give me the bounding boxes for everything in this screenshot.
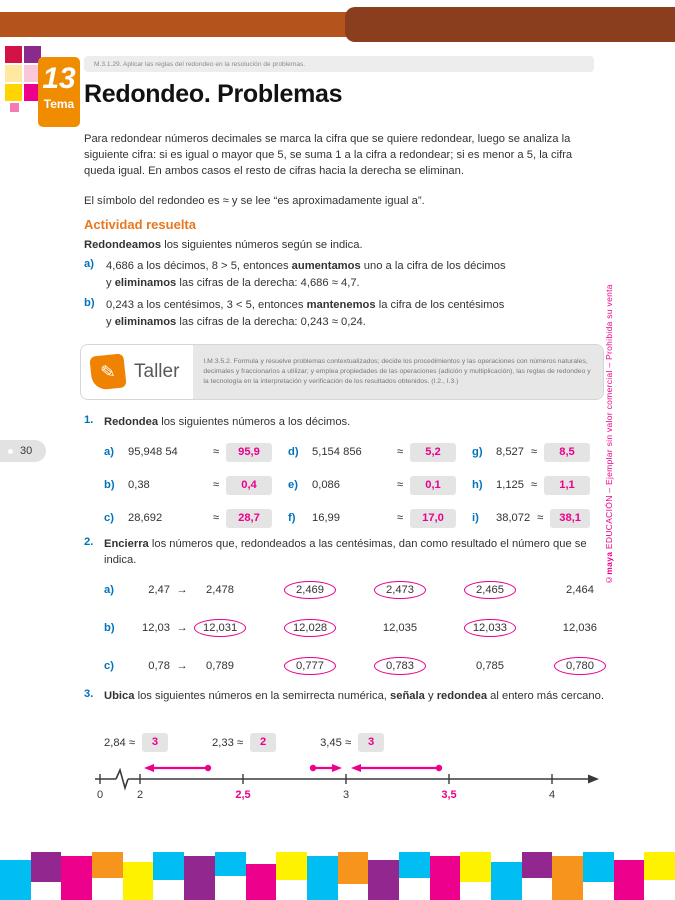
answer-expression: 2,84 ≈: [104, 736, 136, 749]
option-value: 12,036: [562, 622, 597, 634]
arrow-symbol: →: [176, 584, 188, 596]
item-text: [106, 258, 606, 292]
ex1-item-h: [472, 475, 606, 495]
prompt-rest: y: [424, 690, 437, 702]
option-value: 2,469: [284, 581, 336, 599]
intro-paragraph: Para redondear números decimales se marca la cifra que se quiere redondear, luego se analiza la siguiente cifra: si es igual o mayor que 5, se suma 1 a la cifra a redondear; si es menor a 5, la cifra queda igual. En ambos casos el resto de cifras hacia la derecha se eliminan.: [84, 133, 573, 178]
option-value: 0,780: [554, 657, 606, 675]
ex1-item-e: [288, 475, 472, 495]
item-text-segment: 4,686 a los décimos, 8 > 5, entonces: [106, 260, 292, 272]
answer-box: 28,7: [226, 509, 272, 528]
mosaic-square: [10, 103, 19, 112]
exercise3-answers: [104, 733, 384, 752]
ex3-answer: [212, 733, 276, 752]
answer-expression: 2,33 ≈: [212, 736, 244, 749]
prompt-bold: Encierra: [104, 538, 149, 550]
item-label: b): [104, 622, 115, 634]
item-value: 28,692: [128, 512, 163, 524]
option-value: 2,473: [374, 581, 426, 599]
rounding-arrow-233-to-2: [144, 764, 211, 772]
top-band-dark: [345, 7, 675, 42]
item-text-bold: eliminamos: [114, 315, 177, 328]
approx-symbol: ≈: [537, 512, 544, 524]
ex2-row-a: [104, 578, 606, 602]
taller-header: [81, 345, 193, 399]
tick-label: 2: [136, 789, 144, 801]
item-text-bold: eliminamos: [114, 276, 177, 289]
approx-symbol: ≈: [530, 479, 538, 491]
option-value: 12,031: [194, 619, 246, 637]
axis-arrowhead: [588, 775, 599, 784]
arrow-symbol: →: [176, 622, 188, 634]
standard-code-text: M.3.1.29. Aplicar las reglas del redondeo en la resolución de problemas.: [94, 60, 306, 68]
option-value: 0,783: [374, 657, 426, 675]
copyright-symbol: ©: [604, 574, 614, 585]
page-number-tab: [0, 440, 46, 462]
prompt-rest: los siguientes números a los décimos.: [158, 416, 351, 428]
exercise3-prompt: [104, 688, 608, 704]
item-label: e): [288, 479, 298, 491]
actividad-heading: Actividad resuelta: [84, 217, 196, 232]
ex1-item-g: [472, 442, 606, 462]
tema-number: 13: [42, 62, 76, 95]
actividad-item-a: [84, 258, 606, 292]
arrow-symbol: →: [176, 660, 188, 672]
symbol-paragraph: El símbolo del redondeo es ≈ y se lee “es aproximadamente igual a”.: [84, 195, 425, 207]
answer-box: 3: [358, 733, 384, 752]
item-text-segment: uno a la cifra de los décimos: [360, 260, 506, 272]
mosaic-square: [5, 84, 22, 101]
answer-box: 0,1: [410, 476, 456, 495]
answer-box: 17,0: [410, 509, 456, 528]
item-value: 16,99: [312, 512, 340, 524]
exercise1-header: [84, 414, 608, 430]
answer-expression: 3,45 ≈: [320, 736, 352, 749]
actividad-lead: [84, 239, 363, 251]
exercise1-number: 1.: [84, 414, 94, 426]
option-value: 12,035: [382, 622, 418, 634]
standard-code-bar: [84, 56, 594, 72]
item-text-segment: y: [106, 276, 115, 289]
item-text: [106, 297, 606, 331]
page-tab-dot-icon: [8, 449, 13, 454]
ex1-item-c: [104, 508, 288, 528]
item-value: 8,527: [496, 446, 524, 458]
footer-block: [276, 852, 307, 880]
option-value: 12,028: [284, 619, 336, 637]
approx-symbol: ≈: [396, 479, 404, 491]
item-value: 0,086: [312, 479, 340, 491]
prompt-rest: los números que, redondeados a las centésimas, dan como resultado el número que se indica.: [104, 538, 587, 567]
option-value: 2,464: [566, 584, 594, 596]
answer-box: 0,4: [226, 476, 272, 495]
mosaic-square: [5, 46, 22, 63]
target-value: 0,78: [148, 660, 170, 672]
footer-block: [184, 856, 215, 900]
actividad-item-b: [84, 297, 606, 331]
exercise2-prompt: [104, 536, 608, 568]
footer-block: [31, 852, 62, 882]
approx-symbol: ≈: [212, 512, 220, 524]
item-text-segment: y: [106, 315, 115, 328]
footer-block: [644, 852, 675, 880]
option-value: 12,033: [464, 619, 516, 637]
item-text-bold: aumentamos: [291, 260, 361, 272]
item-label: f): [288, 512, 296, 524]
prompt-bold: redondea: [436, 690, 488, 702]
ex2-row-b: [104, 616, 606, 640]
prompt-bold: Ubica: [104, 690, 135, 702]
exercise3-number: 3.: [84, 688, 94, 700]
ex1-item-i: [472, 508, 606, 528]
exercise1-grid: [104, 442, 606, 528]
ex2-row-c: [104, 654, 606, 678]
page-title: Redondeo. Problemas: [84, 80, 343, 108]
prompt-bold: Redondea: [104, 416, 159, 428]
option-value: 0,785: [476, 660, 504, 672]
tick-label: 3: [342, 789, 350, 801]
footer-block: [338, 852, 369, 884]
footer-block: [153, 852, 184, 880]
exercise1-prompt: [104, 414, 608, 430]
tick-label: 4: [548, 789, 556, 801]
rounding-arrow-345-to-3: [351, 764, 442, 772]
answer-box: 95,9: [226, 443, 272, 462]
item-value: 1,125: [496, 479, 524, 491]
item-value: 38,072: [496, 512, 531, 524]
footer-block: [430, 856, 461, 900]
footer-block: [552, 856, 583, 900]
footer-block: [583, 852, 614, 882]
ex3-answer: [104, 733, 168, 752]
footer-block: [522, 852, 553, 878]
ex3-answer: [320, 733, 384, 752]
prompt-rest: al entero más cercano.: [487, 690, 604, 702]
exercise2-header: [84, 536, 608, 568]
prompt-rest: los siguientes números en la semirrecta numérica,: [134, 690, 391, 702]
taller-standard-panel: [193, 345, 603, 399]
copyright-text: EDUCACIÓN – Ejemplar sin valor comercial – Prohibida su venta: [604, 284, 614, 552]
approx-symbol: ≈: [212, 446, 220, 458]
footer-block: [92, 852, 123, 878]
answer-box: 5,2: [410, 443, 456, 462]
footer-block: [61, 856, 92, 900]
footer-block: [614, 860, 645, 900]
item-value: 5,154 856: [312, 446, 362, 458]
answer-box: 38,1: [550, 509, 590, 528]
option-value: 2,465: [464, 581, 516, 599]
approx-symbol: ≈: [396, 512, 404, 524]
footer-block: [123, 862, 154, 900]
actividad-lead-rest: los siguientes números según se indica.: [161, 239, 363, 251]
item-label: a): [104, 446, 114, 458]
item-value: 95,948 54: [128, 446, 178, 458]
exercise2-number: 2.: [84, 536, 94, 548]
footer-block: [215, 852, 246, 876]
target-value: 2,47: [148, 584, 170, 596]
footer-block: [0, 860, 31, 900]
rounding-arrow-284-to-3: [310, 764, 342, 772]
item-value: 0,38: [128, 479, 150, 491]
pencil-icon: ✎: [89, 353, 126, 390]
tick-label: 0: [96, 789, 104, 801]
item-text-bold: mantenemos: [306, 299, 376, 311]
taller-standard-text: I.M.3.5.2. Formula y resuelve problemas contextualizados; decide los procedimientos y las operaciones con números naturales, decimales y fraccionarios a utilizar; y emplea propiedades de las operaciones (adición y multiplicación), las reglas de redondeo y la tecnología en la interpretación y verificación de los resultados obtenidos. (I.2., I.3.): [203, 357, 591, 386]
tema-label: Tema: [43, 97, 75, 111]
tick-label: 2,5: [235, 789, 251, 801]
item-text-segment: la cifra de los centésimos: [375, 299, 505, 311]
ex1-item-d: [288, 442, 472, 462]
footer-block: [399, 852, 430, 878]
page-number: 30: [20, 445, 33, 457]
item-label: a): [104, 584, 114, 596]
options: [194, 619, 606, 637]
footer-blocks: [0, 852, 675, 900]
footer-block: [246, 864, 277, 900]
item-label: c): [104, 660, 114, 672]
brand-name: maya: [604, 551, 614, 575]
footer-block: [307, 856, 338, 900]
answer-box: 2: [250, 733, 276, 752]
item-text-segment: 0,243 a los centésimos, 3 < 5, entonces: [106, 299, 307, 311]
option-value: 0,789: [206, 660, 234, 672]
options: [194, 657, 606, 675]
approx-symbol: ≈: [212, 479, 220, 491]
answer-box: 1,1: [544, 476, 590, 495]
item-text-segment: las cifras de la derecha: 4,686 ≈ 4,7.: [176, 276, 360, 289]
ex1-item-a: [104, 442, 288, 462]
item-label: h): [472, 479, 483, 491]
copyright-sidebar: [604, 270, 614, 585]
options: [194, 581, 606, 599]
item-label: g): [472, 446, 483, 458]
approx-symbol: ≈: [530, 446, 538, 458]
answer-box: 3: [142, 733, 168, 752]
exercise3-header: [84, 688, 608, 704]
taller-box: [80, 344, 604, 400]
item-label: b): [84, 297, 95, 309]
approx-symbol: ≈: [396, 446, 404, 458]
prompt-bold: señala: [390, 690, 425, 702]
taller-label: Taller: [134, 361, 180, 382]
mosaic-square: [5, 65, 22, 82]
option-value: 0,777: [284, 657, 336, 675]
footer-block: [491, 862, 522, 900]
answer-box: 8,5: [544, 443, 590, 462]
tema-tab: [38, 57, 80, 127]
item-label: c): [104, 512, 114, 524]
number-line: [80, 755, 620, 805]
item-label: i): [472, 512, 479, 524]
tick-label: 3,5: [441, 789, 457, 801]
item-text-segment: las cifras de la derecha: 0,243 ≈ 0,24.: [176, 315, 366, 328]
actividad-lead-bold: Redondeamos: [84, 239, 162, 251]
ex1-item-f: [288, 508, 472, 528]
option-value: 2,478: [206, 584, 234, 596]
item-label: d): [288, 446, 299, 458]
footer-block: [368, 860, 399, 900]
item-label: b): [104, 479, 115, 491]
item-label: a): [84, 258, 94, 270]
footer-block: [460, 852, 491, 882]
ex1-item-b: [104, 475, 288, 495]
target-value: 12,03: [142, 622, 170, 634]
